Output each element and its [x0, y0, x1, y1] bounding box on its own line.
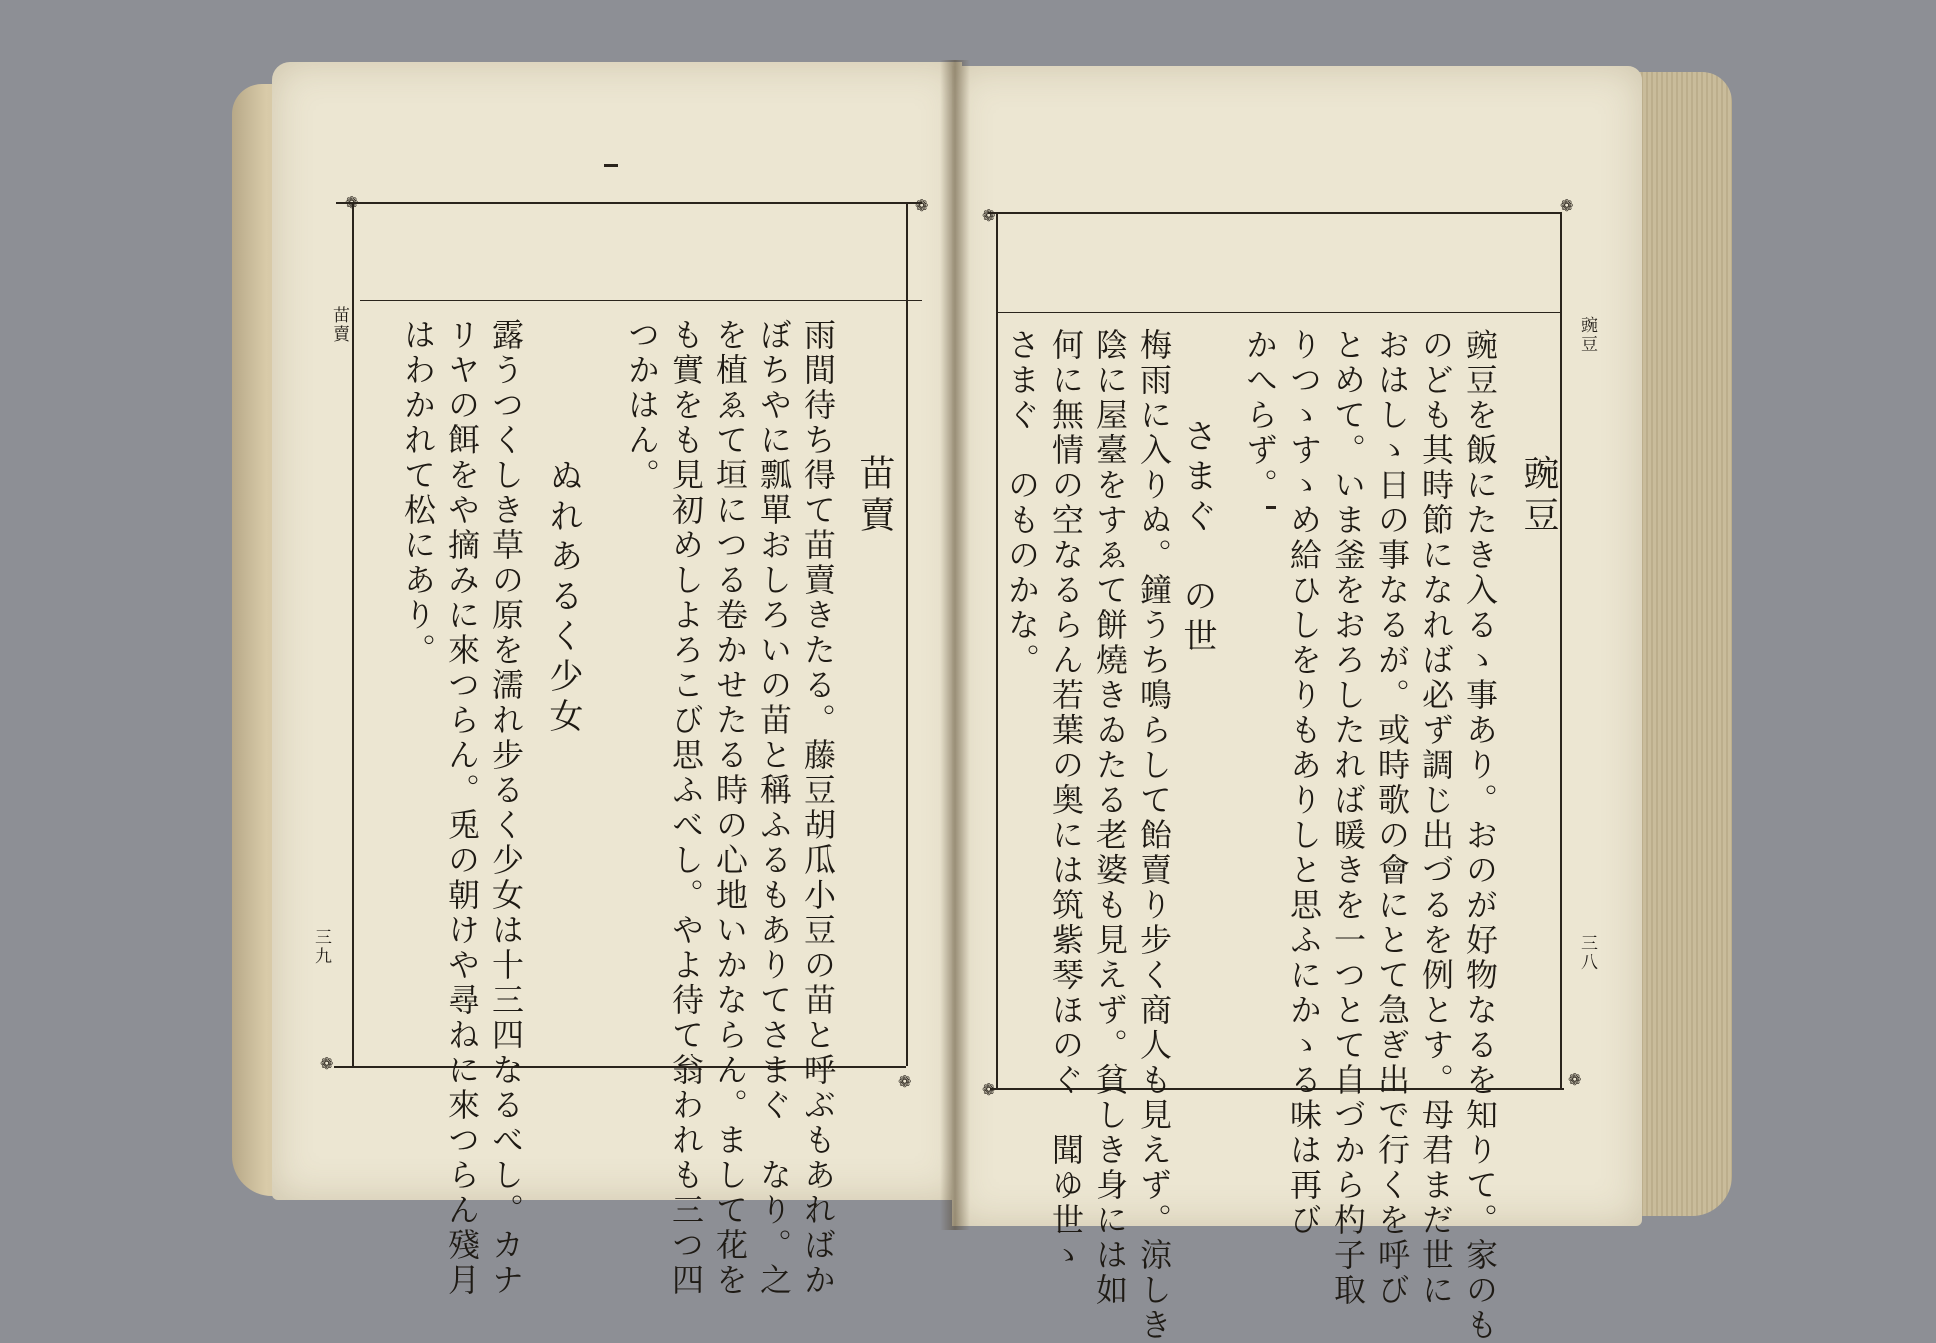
ornament-icon: ❁ — [320, 1054, 334, 1073]
ornament-icon: ❁ — [898, 1072, 912, 1091]
left-frame-right — [906, 204, 908, 1066]
ornament-icon: ❁ — [915, 196, 929, 215]
text-line: リヤの餌をや摘みに來つらん。兎の朝けや尋ねに來つらん殘月 — [443, 318, 481, 1298]
text-line: 陰に屋臺をすゑて餅燒きゐたる老婆も見えず。貧しき身には如 — [1091, 328, 1129, 1308]
running-head: 苗賣 — [329, 306, 349, 344]
section-title: 苗賣 — [854, 454, 895, 538]
text-line: のども其時節になれば必ず調じ出づるを例とす。母君まだ世に — [1417, 328, 1455, 1308]
text-line: 露うつくしき草の原を濡れ步るく少女は十三四なるべし。カナ — [487, 318, 525, 1298]
section-subtitle: さまぐ の世 — [1177, 418, 1217, 658]
text-line: 雨間待ち得て苗賣きたる。藤豆胡瓜小豆の苗と呼ぶもあればか — [799, 318, 837, 1298]
page-number: 三九 — [311, 928, 331, 966]
text-line: ぼちやに瓢單おしろいの苗と稱ふるもありてさまぐ なり。之 — [755, 318, 793, 1298]
ornament-icon: ❁ — [1560, 196, 1574, 215]
ornament-icon: ❁ — [1568, 1070, 1582, 1089]
page-mark — [1266, 506, 1276, 509]
text-line: とめて。いま釜をおろしたれば暖きを一つとて自づから杓子取 — [1329, 328, 1367, 1308]
ornament-icon: ❁ — [982, 1080, 996, 1099]
right-frame-top — [988, 212, 1562, 214]
text-line: りつゝすゝめ給ひしをりもありしと思ふにかゝる味は再び — [1285, 328, 1323, 1238]
right-frame-rule — [996, 312, 1562, 313]
page-number: 三八 — [1577, 934, 1597, 972]
section-title: 豌豆 — [1518, 454, 1559, 538]
left-frame-top — [336, 202, 922, 204]
gutter-shadow — [940, 60, 970, 1230]
text-line: を植ゑて垣につる卷かせたる時の心地いかならん。まして花を — [711, 318, 749, 1298]
text-line: 何に無情の空なるらん若葉の奥には筑紫琴ほのぐ 聞ゆ世ゝ — [1047, 328, 1085, 1273]
ornament-icon: ❁ — [345, 193, 359, 212]
section-subtitle: ぬれあるく少女 — [543, 458, 583, 738]
ornament-icon: ❁ — [982, 206, 996, 225]
left-page — [272, 62, 962, 1200]
text-line: はわかれて松にあり。 — [399, 318, 437, 668]
text-line: おはしゝ日の事なるが。或時歌の會にとて急ぎ出で行くを呼び — [1373, 328, 1411, 1308]
page-mark — [604, 164, 618, 167]
text-line: つかはん。 — [623, 318, 661, 493]
text-line: かへらず。 — [1241, 328, 1279, 503]
text-line: も實をも見初めしよろこび思ふべし。やよ待て翁われも三つ四 — [667, 318, 705, 1298]
left-frame-left — [352, 204, 354, 1066]
text-line: 梅雨に入りぬ。鐘うち鳴らして飴賣り步く商人も見えず。涼しき — [1135, 328, 1173, 1343]
text-line: さまぐ のものかな。 — [1003, 328, 1041, 678]
running-head: 豌豆 — [1577, 316, 1597, 354]
left-frame-rule — [360, 300, 922, 301]
page-edges-right — [1628, 72, 1732, 1216]
text-line: 豌豆を飯にたき入るゝ事あり。おのが好物なるを知りて。家のも — [1461, 328, 1499, 1343]
right-frame-left — [996, 212, 998, 1090]
right-frame-right — [1560, 212, 1562, 1090]
